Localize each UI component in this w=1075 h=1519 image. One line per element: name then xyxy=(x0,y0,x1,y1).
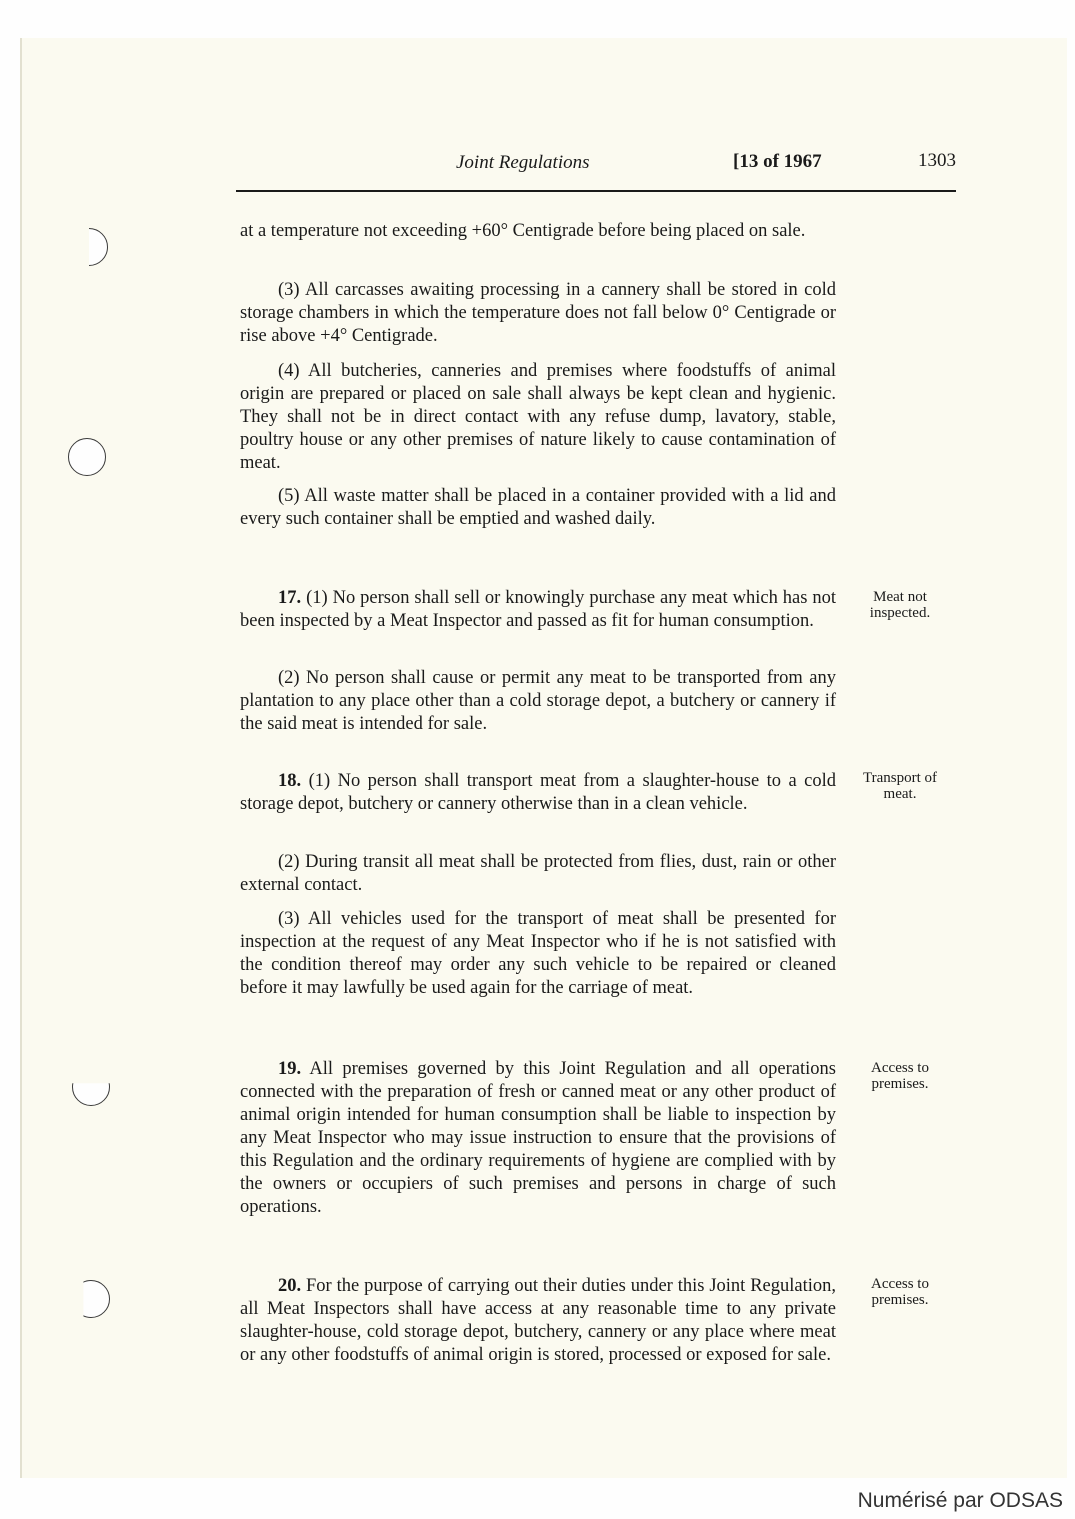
section-18-3: (3) All vehicles used for the transport of meat shall be presented for inspection at the request of any Meat Inspector who if he is not satisfied with the condition thereof may order any such vehicle to be repaired or cleaned before it may lawfully be used again for the carriage of meat. xyxy=(240,909,836,998)
margin-note-18: Transport of meat. xyxy=(862,770,938,802)
section-19-text: All premises governed by this Joint Regulation and all operations connected with the preparation of fresh or canned meat or any other product of animal origin intended for human consumption shall be liable to inspection by any Meat Inspector who may issue instruction to ensure that the provisions of this Regulation and the ordinary requirements of hygiene are complied with by the owners or occupiers of such premises and persons in charge of such operations. xyxy=(240,1059,836,1217)
section-18-2: (2) During transit all meat shall be protected from flies, dust, rain or other external contact. xyxy=(240,852,836,895)
punch-hole-2 xyxy=(68,438,106,476)
digitization-footer: Numérisé par ODSAS xyxy=(857,1489,1063,1512)
section-18-number: 18. xyxy=(278,771,302,791)
section-19-number: 19. xyxy=(278,1059,302,1079)
margin-note-19: Access to premises. xyxy=(871,1060,929,1092)
header-title: Joint Regulations xyxy=(456,152,590,173)
section-20-text: For the purpose of carrying out their duties under this Joint Regulation, all Meat Inspectors shall have access at any reasonable time to any private slaughter-house, cold storage depot, butchery, cannery or any place where meat or any other foodstuffs of animal origin is stored, processed or exposed for sale. xyxy=(240,1276,836,1365)
section-18-1-text: (1) No person shall transport meat from a slaughter-house to a cold storage depot, butchery or cannery otherwise than in a clean vehicle. xyxy=(240,771,837,814)
section-17-1-text: (1) No person shall sell or knowingly purchase any meat which has not been inspected by a Meat Inspector and passed as fit for human consumption. xyxy=(240,588,837,631)
paragraph-16-3: (3) All carcasses awaiting processing in a cannery shall be stored in cold storage chambers in which the temperature does not fall below 0° Centigrade or rise above +4° Centigrade. xyxy=(240,280,836,346)
paragraph-16-4: (4) All butcheries, canneries and premises where foodstuffs of animal origin are prepared or placed on sale shall always be kept clean and hygienic. They shall not be in direct contact with any refuse dump, lavatory, stable, poultry house or any other premises of nature likely to cause contamination of meat. xyxy=(240,361,836,473)
section-20-number: 20. xyxy=(278,1276,302,1296)
section-20 xyxy=(240,1275,836,1367)
section-17-number: 17. xyxy=(278,588,302,608)
section-17-1 xyxy=(240,587,836,633)
header-reference: [13 of 1967 xyxy=(733,151,822,172)
paragraph-16-continued: at a temperature not exceeding +60° Centigrade before being placed on sale. xyxy=(240,221,806,241)
margin-note-17: Meat not inspected. xyxy=(869,589,931,621)
margin-note-20: Access to premises. xyxy=(871,1276,929,1308)
section-17-2: (2) No person shall cause or permit any meat to be transported from any plantation to any place other than a cold storage depot, a butchery or cannery if the said meat is intended for sale. xyxy=(240,668,836,734)
paragraph-16-5: (5) All waste matter shall be placed in a container provided with a lid and every such container shall be emptied and washed daily. xyxy=(240,486,836,529)
running-header xyxy=(236,150,956,192)
page-number: 1303 xyxy=(918,150,956,171)
section-18-1 xyxy=(240,770,836,816)
section-19 xyxy=(240,1058,836,1219)
document-page xyxy=(20,38,1067,1478)
